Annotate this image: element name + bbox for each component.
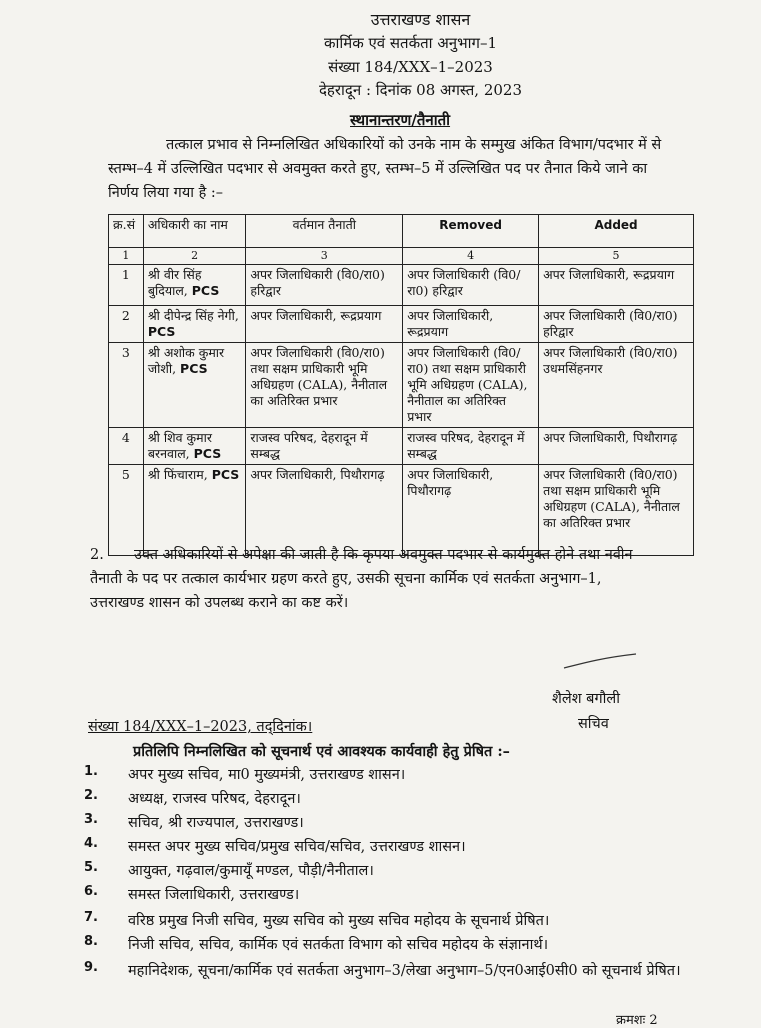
row-officer — [143, 265, 246, 306]
list-text: वरिष्ठ प्रमुख निजी सचिव, मुख्य सचिव को मुख्य सचिव महोदय के सूचनार्थ प्रेषित। — [128, 913, 550, 929]
row-added: अपर जिलाधिकारी (वि0/रा0) हरिद्वार — [539, 306, 694, 343]
row-removed: अपर जिलाधिकारी (वि0/रा0) तथा सक्षम प्राधिकारी भूमि अधिग्रहण (CALA), नैनीताल का अतिरिक्त प्रभार — [403, 343, 539, 428]
row-added: अपर जिलाधिकारी, रूद्रप्रयाग — [539, 265, 694, 306]
list-number: 1. — [84, 764, 98, 779]
govt-title: उत्तराखण्ड शासन — [370, 10, 471, 29]
table-row — [109, 465, 694, 556]
header-name: अधिकारी का नाम — [143, 215, 246, 248]
table-header-row — [109, 215, 694, 248]
department-title: कार्मिक एवं सतर्कता अनुभाग–1 — [323, 34, 498, 52]
list-text: आयुक्त, गढ़वाल/कुमायूँ मण्डल, पौड़ी/नैनीताल। — [128, 863, 374, 879]
row-sn: 1 — [109, 265, 144, 306]
order-number: संख्या 184/XXX–1–2023 — [328, 58, 493, 76]
row-removed: अपर जिलाधिकारी (वि0/रा0) हरिद्वार — [403, 265, 539, 306]
row-officer — [143, 306, 246, 343]
officer-name: श्री शिव कुमार बरनवाल, — [147, 430, 212, 461]
row-current: अपर जिलाधिकारी, रूद्रप्रयाग — [246, 306, 403, 343]
col-number: 2 — [143, 248, 246, 265]
officer-name: श्री अशोक कुमार जोशी, — [147, 345, 225, 376]
col-number: 5 — [539, 248, 694, 265]
list-number: 3. — [84, 812, 98, 827]
intro-paragraph — [108, 133, 708, 205]
header-sn: क्र.सं — [109, 215, 144, 248]
row-removed: राजस्व परिषद, देहरादून में सम्बद्ध — [403, 428, 539, 465]
instruction-line-2: तैनाती के पद पर तत्काल कार्यभार ग्रहण करते हुए, उसकी सूचना कार्मिक एवं सतर्कता अनुभाग–1, — [90, 571, 602, 587]
paragraph-number: 2. — [90, 547, 104, 563]
officer-name: श्री फिंचाराम, — [147, 467, 208, 482]
officer-service: PCS — [180, 361, 208, 376]
intro-line-2: स्तम्भ–4 में उल्लिखित पदभार से अवमुक्त करते हुए, स्तम्भ–5 में उल्लिखित पद पर तैनात किये जाने का — [108, 161, 648, 177]
instruction-line-1: 2. उक्त अधिकारियों से अपेक्षा की जाती है कि कृपया अवमुक्त पदभार से कार्यमुक्त होने तथा नवीन — [90, 543, 708, 567]
officer-service: PCS — [191, 283, 220, 298]
row-removed: अपर जिलाधिकारी, पिथौरागढ़ — [403, 465, 539, 556]
list-text: समस्त अपर मुख्य सचिव/प्रमुख सचिव/सचिव, उत्तराखण्ड शासन। — [128, 839, 466, 855]
row-added: अपर जिलाधिकारी (वि0/रा0) तथा सक्षम प्राधिकारी भूमि अधिग्रहण (CALA), नैनीताल का अतिरिक्त प्रभार — [539, 465, 694, 556]
row-current: अपर जिलाधिकारी (वि0/रा0) तथा सक्षम प्राधिकारी भूमि अधिग्रहण (CALA), नैनीताल का अतिरिक्त प्रभार — [246, 343, 403, 428]
reference-number: संख्या 184/XXX–1–2023, तद्‌दिनांक। — [88, 719, 313, 735]
list-number: 2. — [84, 788, 98, 803]
transfer-table — [108, 214, 694, 556]
officer-service: PCS — [211, 467, 240, 482]
continued-marker: क्रमशः 2 — [616, 1013, 658, 1028]
row-current: अपर जिलाधिकारी, पिथौरागढ़ — [246, 465, 403, 556]
row-officer — [143, 465, 246, 556]
officer-name: श्री दीपेन्द्र सिंह नेगी, — [147, 308, 239, 323]
officer-service: PCS — [147, 324, 176, 339]
list-text: सचिव, श्री राज्यपाल, उत्तराखण्ड। — [128, 815, 304, 831]
row-officer — [143, 428, 246, 465]
list-text: महानिदेशक, सूचना/कार्मिक एवं सतर्कता अनुभाग–3/लेखा अनुभाग–5/एन0आई0सी0 को सूचनार्थ प्रेषित। — [128, 963, 681, 979]
signatory-designation: सचिव — [578, 716, 609, 732]
list-number: 9. — [84, 960, 98, 975]
signatory-name: शैलेश बगौली — [552, 691, 620, 707]
row-sn: 5 — [109, 465, 144, 556]
column-number-row — [109, 248, 694, 265]
row-officer — [143, 343, 246, 428]
officer-service: PCS — [193, 446, 222, 461]
row-added: अपर जिलाधिकारी (वि0/रा0) उधमसिंहनगर — [539, 343, 694, 428]
row-sn: 4 — [109, 428, 144, 465]
row-sn: 2 — [109, 306, 144, 343]
subject-heading: स्थानान्तरण/तैनाती — [350, 111, 451, 129]
row-added: अपर जिलाधिकारी, पिथौरागढ़ — [539, 428, 694, 465]
row-removed: अपर जिलाधिकारी, रूद्रप्रयाग — [403, 306, 539, 343]
row-current: अपर जिलाधिकारी (वि0/रा0) हरिद्वार — [246, 265, 403, 306]
instruction-paragraph — [90, 543, 708, 615]
copy-to-heading: प्रतिलिपि निम्नलिखित को सूचनार्थ एवं आवश्यक कार्यवाही हेतु प्रेषित :– — [133, 743, 510, 760]
list-text: निजी सचिव, सचिव, कार्मिक एवं सतर्कता विभाग को सचिव महोदय के संज्ञानार्थ। — [128, 937, 549, 953]
col-number: 4 — [403, 248, 539, 265]
header-removed: Removed — [403, 215, 539, 248]
list-text: अपर मुख्य सचिव, मा0 मुख्यमंत्री, उत्तराखण्ड शासन। — [128, 767, 406, 783]
list-text: समस्त जिलाधिकारी, उत्तराखण्ड। — [128, 887, 300, 903]
header-current: वर्तमान तैनाती — [246, 215, 403, 248]
table-row — [109, 428, 694, 465]
list-number: 4. — [84, 836, 98, 851]
table-row — [109, 265, 694, 306]
table-row — [109, 306, 694, 343]
row-current: राजस्व परिषद, देहरादून में सम्बद्ध — [246, 428, 403, 465]
intro-line-1: तत्काल प्रभाव से निम्नलिखित अधिकारियों को उनके नाम के सम्मुख अंकित विभाग/पदभार में से — [166, 137, 662, 153]
officer-name: श्री वीर सिंह बुदियाल, — [147, 267, 202, 298]
list-number: 7. — [84, 910, 98, 925]
list-number: 5. — [84, 860, 98, 875]
header-added: Added — [539, 215, 694, 248]
col-number: 1 — [109, 248, 144, 265]
row-sn: 3 — [109, 343, 144, 428]
instruction-line-3: उत्तराखण्ड शासन को उपलब्ध कराने का कष्ट करें। — [90, 595, 349, 611]
table-row — [109, 343, 694, 428]
list-number: 8. — [84, 934, 98, 949]
col-number: 3 — [246, 248, 403, 265]
list-text: अध्यक्ष, राजस्व परिषद, देहरादून। — [128, 791, 301, 807]
intro-line-3: निर्णय लिया गया है :– — [108, 185, 224, 201]
order-date: देहरादून : दिनांक 08 अगस्त, 2023 — [318, 81, 523, 99]
signature-scribble — [560, 650, 640, 674]
list-number: 6. — [84, 884, 98, 899]
